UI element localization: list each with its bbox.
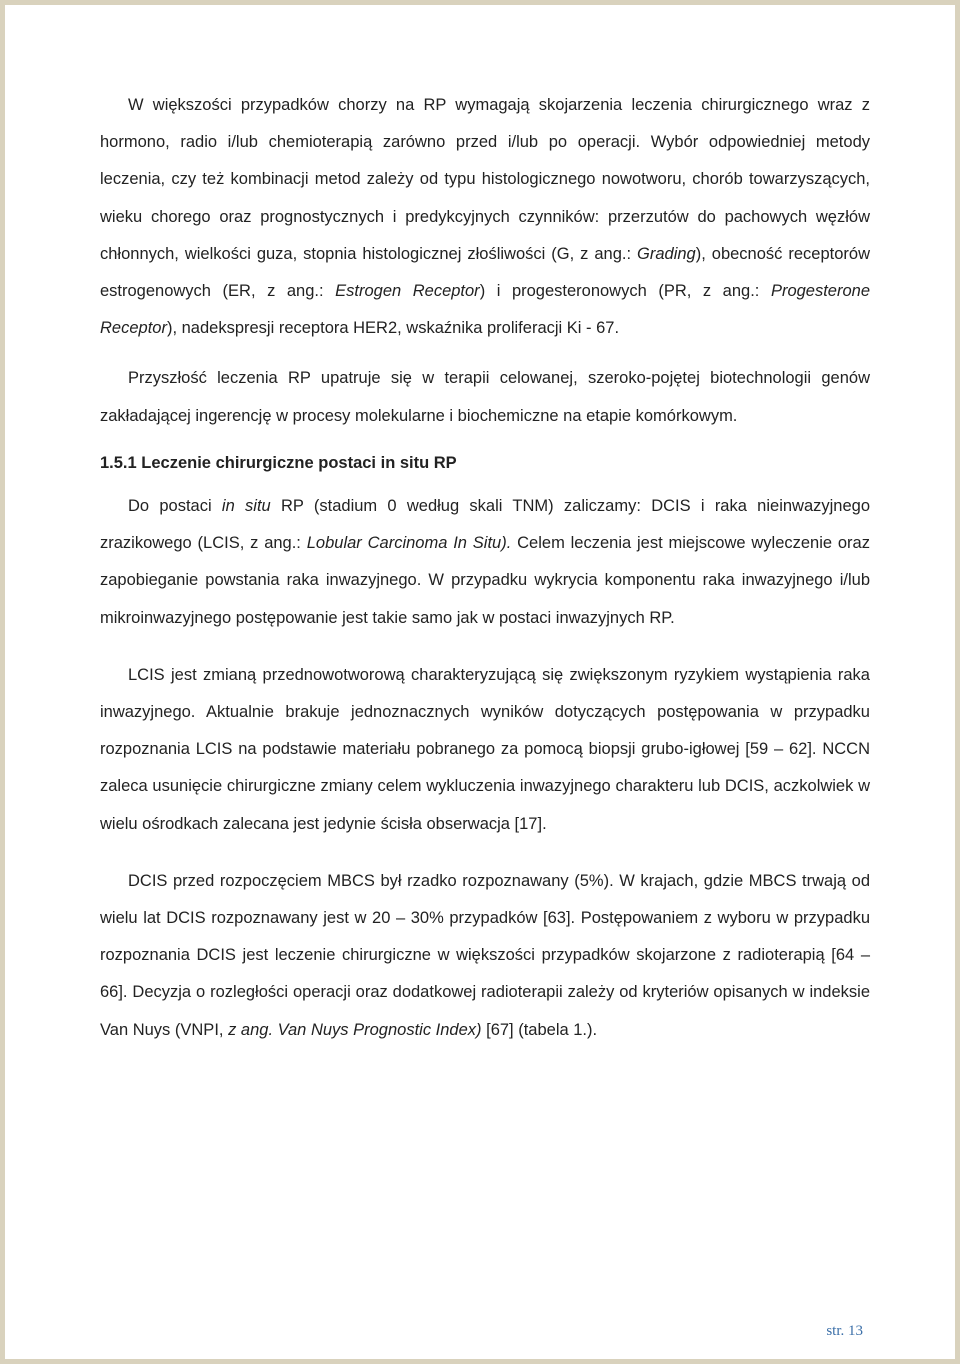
page-number: str. 13 [826, 1323, 863, 1339]
italic-term: Progesterone Receptor [100, 282, 871, 338]
italic-term: Estrogen Receptor [335, 282, 480, 301]
paragraph-treatment-combination [100, 87, 870, 347]
italic-term: Lobular Carcinoma In Situ). [306, 534, 512, 553]
page-content [100, 87, 870, 1049]
text-run: RP (stadium 0 według skali TNM) zaliczamy: DCIS i raka nieinwazyjnego zrazikowego (LCIS, z ang.: [100, 497, 871, 553]
text-run: Do postaci [128, 497, 222, 516]
text-run: DCIS przed rozpoczęciem MBCS był rzadko rozpoznawany (5%). W krajach, gdzie MBCS trwają od wielu lat DCIS rozpoznawany jest w 20 – 30% przypadków [63]. Postępowaniem z wyboru w przypadku rozpoznania DCIS jest leczenie chirurgiczne w większości przypadków skojarzone z radioterapią [64 – 66]. Decyzja o rozległości operacji oraz dodatkowej radioterapii zależy od kryteriów opisanych w indeksie Van Nuys (VNPI, [100, 871, 870, 1039]
text-run: [67] (tabela 1.). [481, 1020, 598, 1039]
italic-term: in situ [221, 497, 271, 516]
paragraph-in-situ [100, 488, 870, 637]
document-page [5, 5, 955, 1359]
text-run: ), obecność receptorów estrogenowych (ER, z ang.: [100, 244, 870, 301]
text-run: W większości przypadków chorzy na RP wymagają skojarzenia leczenia chirurgicznego wraz z hormono, radio i/lub chemioterapią zarówno przed i/lub po operacji. Wybór odpowiedniej metody leczenia, czy też kombinacji metod zależy od typu histologicznego nowotworu, chorób towarzyszących, wieku chorego oraz prognostycznych i predykcyjnych czynników: przerzutów do pachowych węzłów chłonnych, wielkości guza, stopnia histologicznej złośliwości (G, z ang.: [100, 96, 870, 263]
text-run: ) i progesteronowych (PR, z ang.: [479, 282, 771, 301]
paragraph-dcis [100, 863, 870, 1049]
italic-term: Grading [637, 244, 696, 263]
italic-term: z ang. Van Nuys Prognostic Index) [228, 1020, 482, 1039]
section-heading: 1.5.1 Leczenie chirurgiczne postaci in situ RP [100, 453, 457, 472]
text-run: ), nadekspresji receptora HER2, wskaźnika proliferacji Ki - 67. [166, 319, 620, 338]
paragraph-lcis: LCIS jest zmianą przednowotworową charakteryzującą się zwiększonym ryzykiem wystąpienia raka inwazyjnego. Aktualnie brakuje jednoznacznych wyników dotyczących postępowania w przypadku rozpoznania LCIS na podstawie materiału pobranego za pomocą biopsji grubo-igłowej [59 – 62]. NCCN zaleca usunięcie chirurgiczne zmiany celem wykluczenia inwazyjnego charakteru lub DCIS, aczkolwiek w wielu ośrodkach zalecana jest jedynie ścisła obserwacja [17]. [100, 665, 870, 833]
text-run: Celem leczenia jest miejscowe wyleczenie oraz zapobieganie powstania raka inwazyjnego. W przypadku wykrycia komponentu raka inwazyjnego i/lub mikroinwazyjnego postępowanie jest takie samo jak w postaci inwazyjnych RP. [100, 534, 870, 627]
paragraph-future-treatment: Przyszłość leczenia RP upatruje się w terapii celowanej, szeroko-pojętej biotechnologii genów zakładającej ingerencję w procesy molekularne i biochemiczne na etapie komórkowym. [100, 369, 870, 425]
